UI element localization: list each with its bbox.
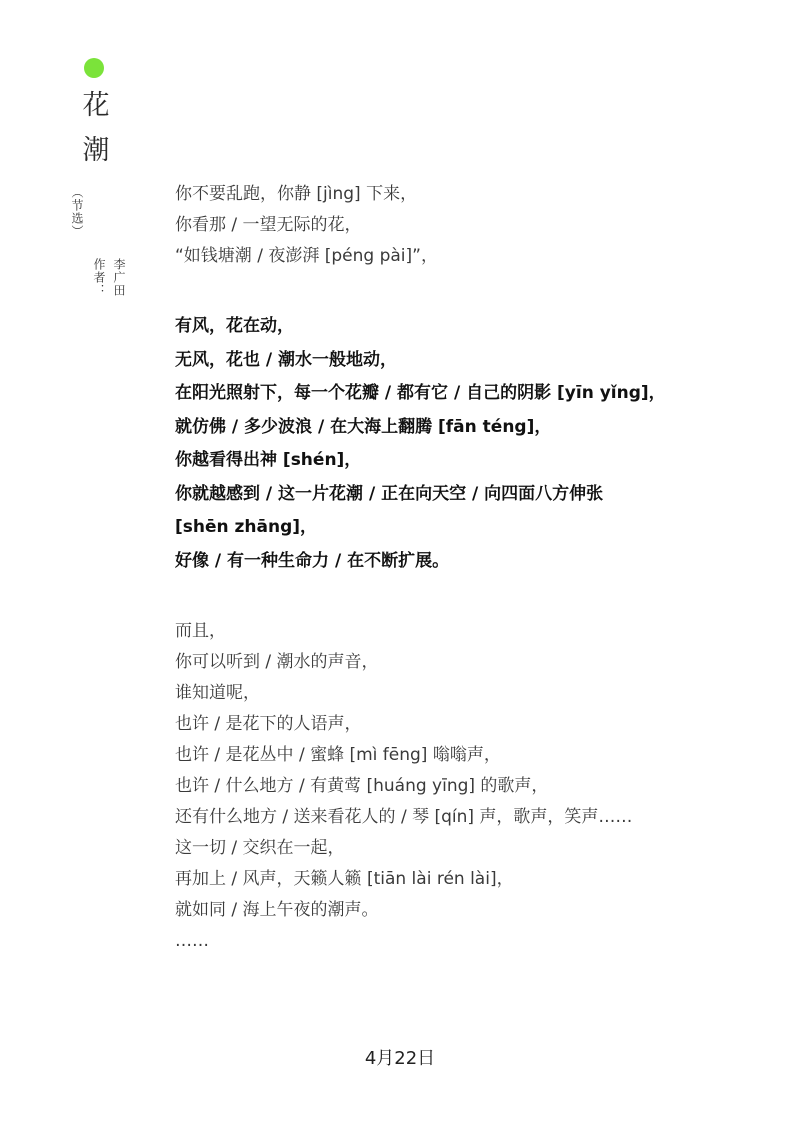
poem-line: 就仿佛 / 多少波浪 / 在大海上翻腾 [fān téng]， <box>175 416 552 437</box>
poem-line: …… <box>175 931 209 951</box>
poem-line: 有风，花在动， <box>175 316 294 336</box>
poem-body <box>175 179 735 995</box>
poem-line: 也许 / 是花丛中 / 蜜蜂 [mì fēng] 嗡嗡声， <box>175 745 501 765</box>
poem-subtitle: （节选） <box>70 186 84 238</box>
footer-date: 4月22日 <box>364 1048 436 1069</box>
stanza-3 <box>175 616 735 957</box>
poem-line: 无风，花也 / 潮水一般地动， <box>175 349 398 370</box>
poem-line: “如钱塘潮 / 夜澎湃 [péng pài]”， <box>175 246 438 266</box>
poem-line: 再加上 / 风声，天籁人籁 [tiān lài rén lài]， <box>175 869 514 889</box>
poem-line: 你看那 / 一望无际的花， <box>175 215 362 235</box>
poem-line: 你不要乱跑，你静 [jìng] 下来， <box>175 184 418 204</box>
poem-line: 你可以听到 / 潮水的声音， <box>175 652 379 672</box>
poem-line: 好像 / 有一种生命力 / 在不断扩展。 <box>175 550 450 571</box>
poem-line: 而且， <box>175 621 226 641</box>
poem-line: 在阳光照射下，每一个花瓣 / 都有它 / 自己的阴影 [yīn yǐng]， <box>175 383 666 403</box>
stanza-1 <box>175 179 735 272</box>
green-dot-decoration <box>84 58 104 78</box>
poem-line: 也许 / 什么地方 / 有黄莺 [huáng yīng] 的歌声， <box>175 776 549 796</box>
poem-title-char-1: 花 <box>82 90 110 121</box>
poem-line: 也许 / 是花下的人语声， <box>175 714 362 734</box>
author-name: 李广田 <box>112 258 126 297</box>
poem-line: 你就越感到 / 这一片花潮 / 正在向天空 / 向四面八方伸张 <box>175 483 604 504</box>
poem-line: 你越看得出神 [shén]， <box>175 450 362 470</box>
poem-line: [shēn zhāng]， <box>175 517 318 537</box>
author-block <box>93 258 125 297</box>
poem-meta <box>71 186 125 297</box>
poem-line: 这一切 / 交织在一起， <box>175 838 345 858</box>
poem-title-char-2: 潮 <box>82 135 110 166</box>
stanza-2 <box>175 310 735 578</box>
poem-line: 谁知道呢， <box>175 683 260 703</box>
poem-line: 还有什么地方 / 送来看花人的 / 琴 [qín] 声，歌声，笑声…… <box>175 807 633 827</box>
poem-line: 就如同 / 海上午夜的潮声。 <box>175 900 379 920</box>
side-title-block <box>70 90 126 297</box>
author-label: 作者： <box>92 258 106 297</box>
